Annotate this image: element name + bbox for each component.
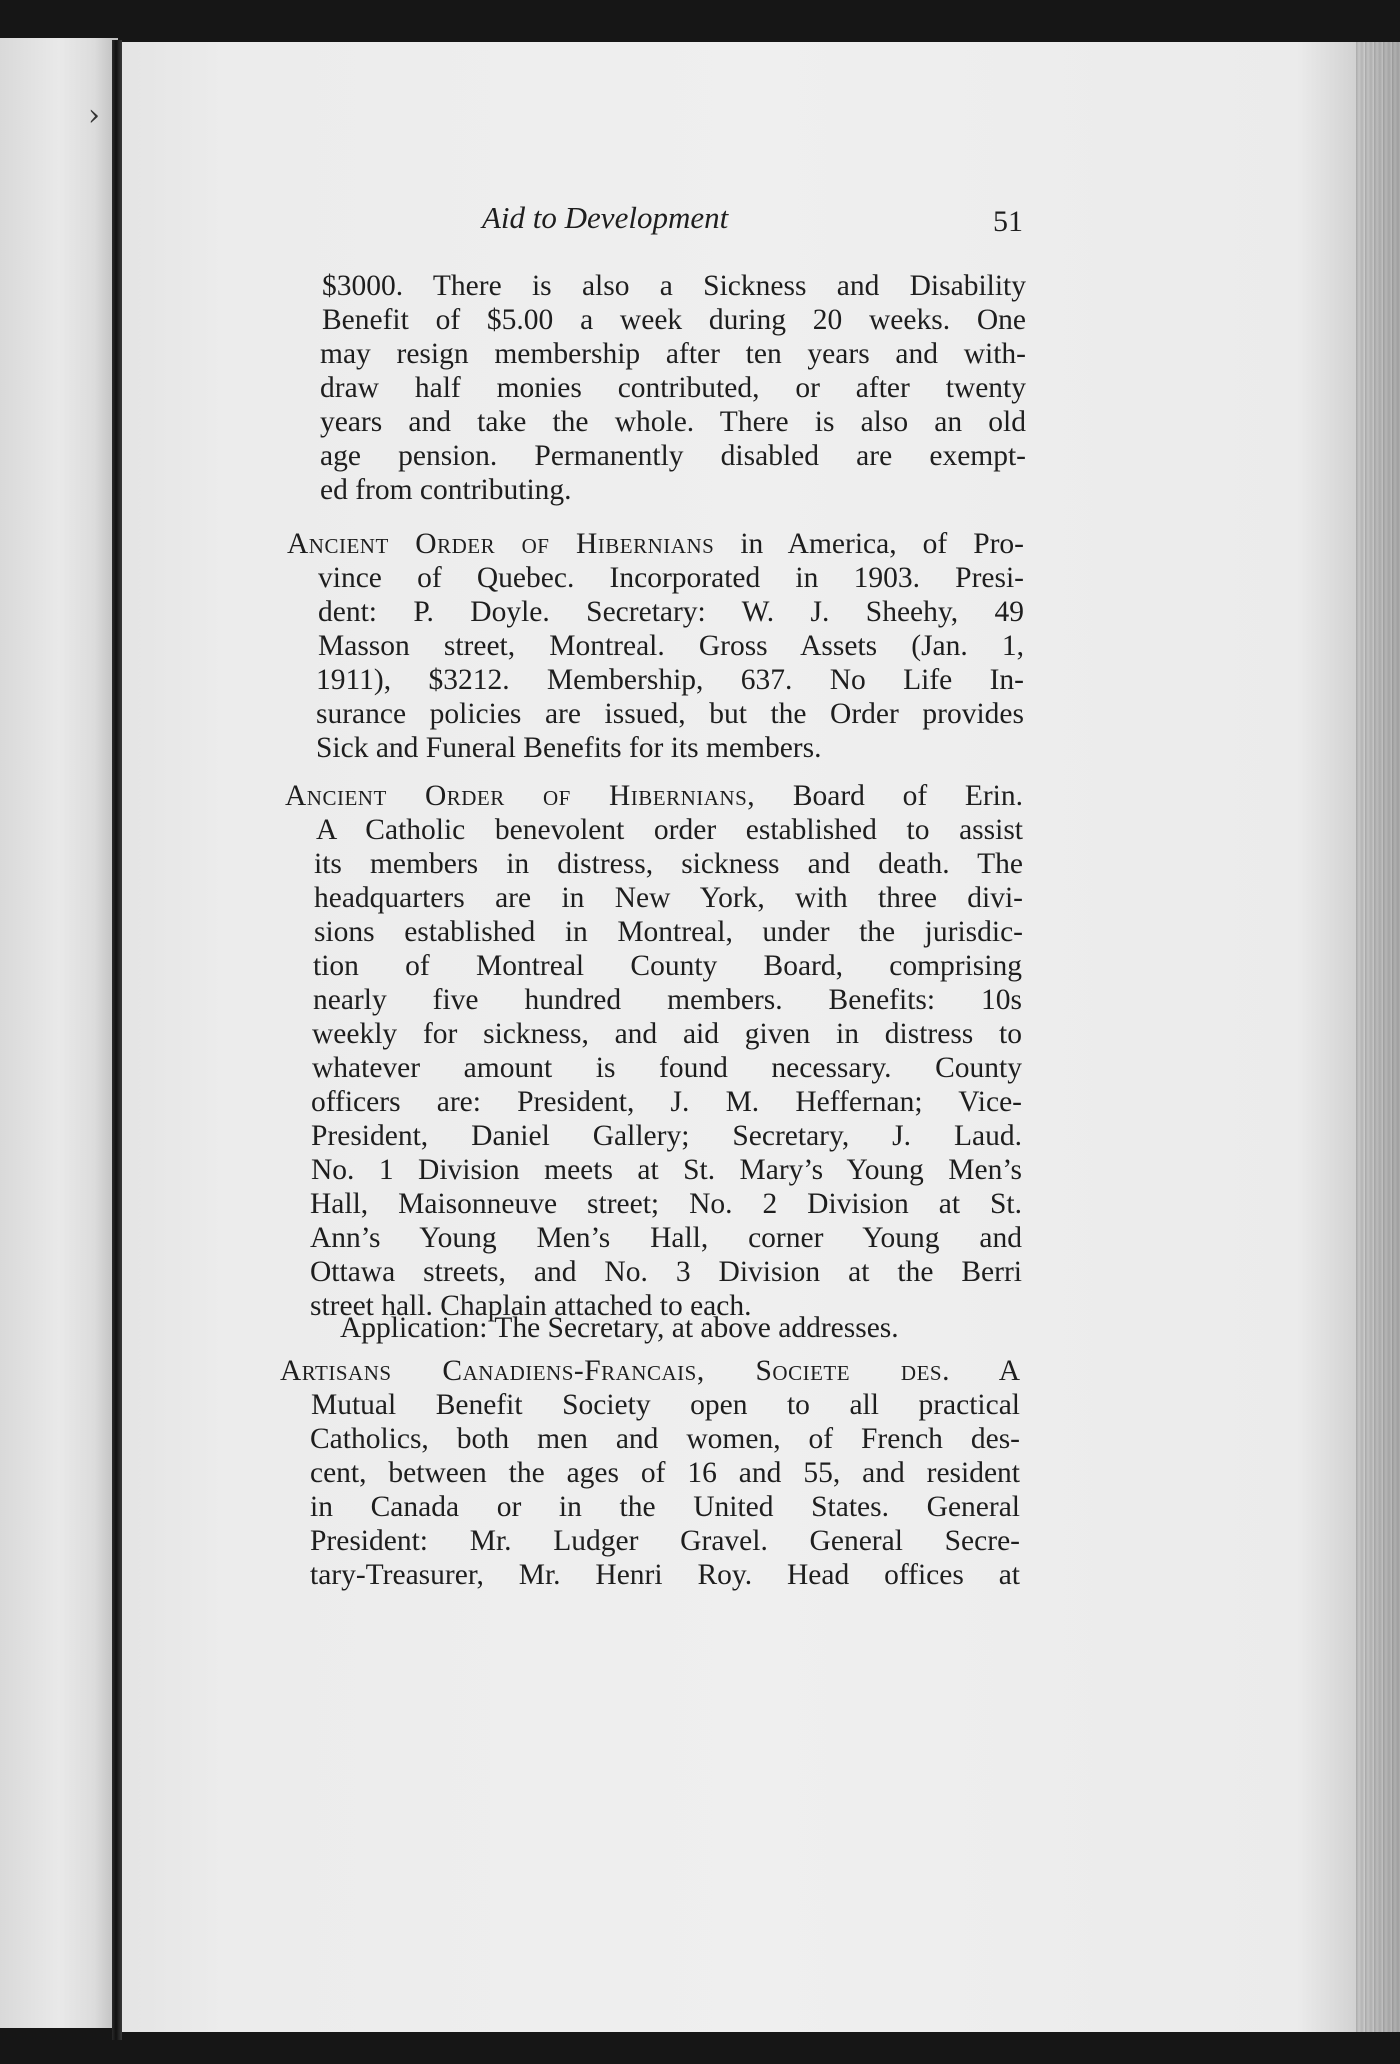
text-line: nearly five hundred members. Benefits: 10s	[313, 984, 1022, 1016]
entry-first-line-rest: A	[998, 1355, 1020, 1387]
text-line: weekly for sickness, and aid given in distress to	[312, 1018, 1022, 1050]
text-line: No. 1 Division meets at St. Mary’s Young Men’s	[311, 1154, 1022, 1186]
text-line: cent, between the ages of 16 and 55, and resident	[310, 1457, 1020, 1489]
text-line: in Canada or in the United States. General	[310, 1491, 1020, 1523]
text-line: surance policies are issued, but the Order provides	[316, 698, 1024, 730]
text-line: $3000. There is also a Sickness and Disability	[322, 270, 1026, 302]
text-line: Benefit of $5.00 a week during 20 weeks. One	[322, 304, 1026, 336]
page-number: 51	[993, 205, 1023, 238]
entry-first-line	[287, 527, 1024, 561]
text-line: Mutual Benefit Society open to all practical	[311, 1389, 1020, 1421]
text-line: may resign membership after ten years and with-	[320, 338, 1026, 370]
entry-first-line-rest: Board of Erin.	[792, 780, 1023, 812]
text-line: years and take the whole. There is also an old	[320, 406, 1026, 438]
text-line: whatever amount is found necessary. County	[312, 1052, 1022, 1084]
text-line: Masson street, Montreal. Gross Assets (Jan. 1,	[318, 630, 1024, 662]
left-page-edge	[0, 38, 118, 2028]
text-line: sions established in Montreal, under the jurisdic-	[314, 916, 1023, 948]
text-line: ed from contributing.	[320, 474, 572, 506]
text-line: dent: P. Doyle. Secretary: W. J. Sheehy, 49	[318, 596, 1024, 628]
margin-mark: ›	[88, 98, 100, 133]
text-line: street hall. Chaplain attached to each.	[310, 1290, 752, 1322]
book-gutter	[112, 40, 122, 2040]
entry-first-line-rest: in America, of Pro-	[740, 528, 1024, 560]
text-line: vince of Quebec. Incorporated in 1903. Presi-	[318, 562, 1024, 594]
text-line: draw half monies contributed, or after twenty	[320, 372, 1026, 404]
text-line: President, Daniel Gallery; Secretary, J. Laud.	[311, 1120, 1022, 1152]
text-line: headquarters are in New York, with three divi-	[314, 882, 1023, 914]
text-line: 1911), $3212. Membership, 637. No Life In-	[316, 664, 1024, 696]
text-line: Sick and Funeral Benefits for its members.	[316, 732, 822, 764]
text-line: tion of Montreal County Board, comprising	[313, 950, 1022, 982]
entry-heading: Ancient Order of Hibernians,	[285, 780, 756, 812]
running-header-title: Aid to Development	[482, 200, 729, 235]
text-line: officers are: President, J. M. Heffernan; Vice-	[311, 1086, 1022, 1118]
application-line: Application: The Secretary, at above addresses.	[340, 1312, 899, 1344]
text-line: A Catholic benevolent order established to assist	[316, 814, 1023, 846]
entry-heading: Ancient Order of Hibernians	[287, 528, 715, 560]
text-line: President: Mr. Ludger Gravel. General Secre-	[310, 1525, 1020, 1557]
entry-first-line	[285, 779, 1023, 813]
text-line: age pension. Permanently disabled are exempt-	[320, 440, 1026, 472]
text-line: its members in distress, sickness and death. The	[314, 848, 1023, 880]
page-stack-edge	[1356, 42, 1400, 2032]
text-line: Ottawa streets, and No. 3 Division at the Berri	[310, 1256, 1022, 1288]
text-line: Catholics, both men and women, of French des-	[310, 1423, 1020, 1455]
text-line: tary-Treasurer, Mr. Henri Roy. Head offices at	[310, 1559, 1020, 1591]
text-line: Ann’s Young Men’s Hall, corner Young and	[310, 1222, 1022, 1254]
text-line: Hall, Maisonneuve street; No. 2 Division at St.	[310, 1188, 1022, 1220]
entry-heading: Artisans Canadiens-Francais, Societe des.	[280, 1355, 950, 1387]
entry-first-line	[280, 1354, 1020, 1388]
